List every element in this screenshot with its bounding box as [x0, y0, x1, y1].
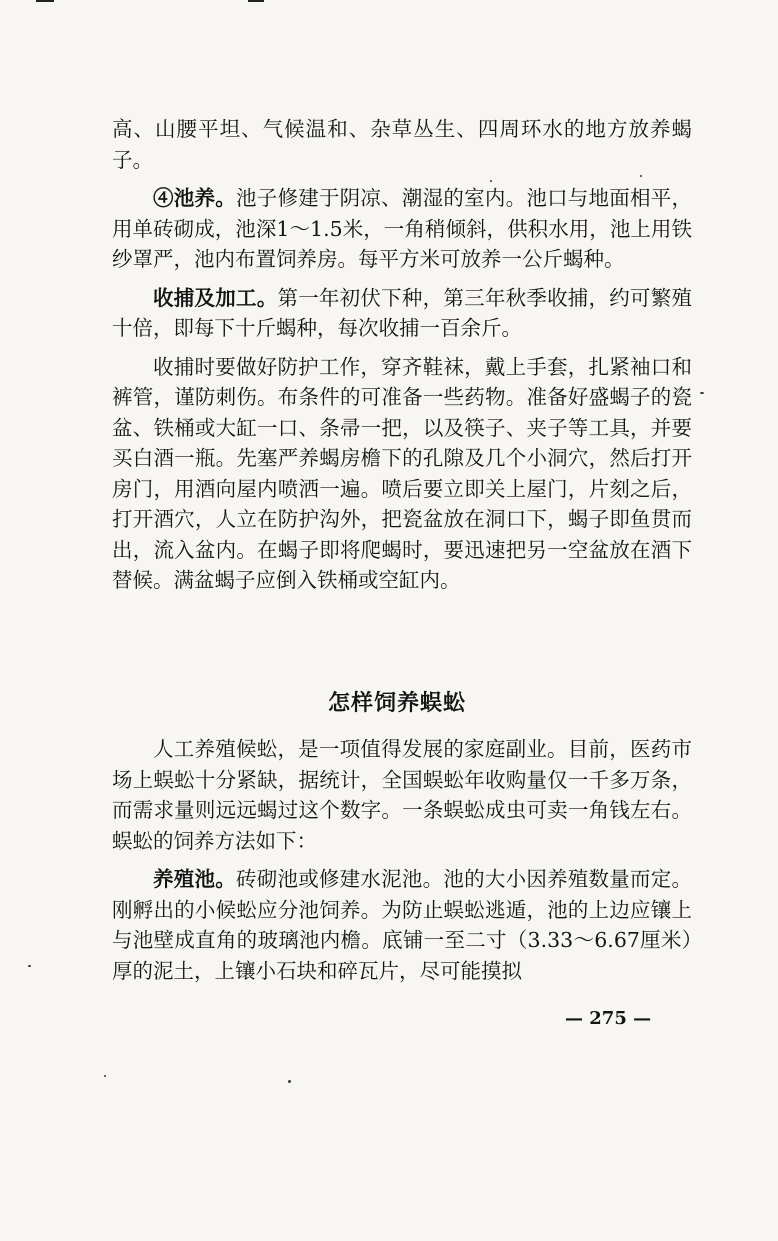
section-title: 怎样饲养蜈蚣 [327, 691, 466, 716]
paragraph-text: 高、山腰平坦、气候温和、杂草丛生、四周环水的地方放养蝎子。 [112, 117, 692, 172]
paragraph-text: 人工养殖候蚣，是一项值得发展的家庭副业。目前，医药市场上蜈蚣十分紧缺，据统计，全国蜈蚣年收购量仅一千多万条，而需求量则远远蝎过这个数字。一条蜈蚣成虫可卖一角钱左右。蜈蚣的饲养方法如下： [112, 737, 692, 853]
page-number: — 275 — [565, 1008, 652, 1029]
paragraph-lead: 收捕及加工。 [153, 285, 278, 310]
paragraph-text: 收捕时要做好防护工作，穿齐鞋袜，戴上手套，扎紧袖口和裤管，谨防刺伤。布条件的可准备一些药物。准备好盛蝎子的瓷盆、铁桶或大缸一口、条帚一把，以及筷子、夹子等工具，并要买白酒一瓶。先塞严养蝎房檐下的孔隙及几个小洞穴，然后打开房门，用酒向屋内喷洒一遍。喷后要立即关上屋门，片刻之后，打开酒穴，人立在防护沟外，把瓷盆放在洞口下，蝎子即鱼贯而出，流入盆内。在蝎子即将爬蝎时，要迅速把另一空盆放在酒下替候。满盆蝎子应倒入铁桶或空缸内。 [112, 354, 692, 592]
paragraph-habitat [112, 114, 692, 175]
scan-speck [640, 175, 642, 177]
scan-speck [490, 180, 492, 182]
paragraph-breeding-pond [112, 864, 692, 986]
paragraph-lead: 养殖池。 [153, 867, 236, 891]
paragraph-text: 第一年初伏下种，第三年秋季收捕，约可繁殖十倍，即每下十斤蝎种，每次收捕一百余斤。 [112, 285, 693, 340]
scan-speck [104, 1075, 106, 1077]
paragraph-pond-raising [112, 183, 692, 275]
scan-speck [288, 1080, 291, 1083]
lower-text-block [112, 734, 692, 986]
scan-speck [700, 392, 704, 394]
paragraph-text: 池子修建于阴凉、潮湿的室内。池口与地面相平，用单砖砌成，池深1～1.5米，一角稍倾斜，供积水用，池上用铁纱罩严，池内布置饲养房。每平方米可放养一公斤蝎种。 [112, 186, 693, 271]
paragraph-lead: ④池养。 [153, 186, 236, 210]
paragraph-centipede-intro [112, 734, 692, 856]
upper-text-block [112, 114, 692, 596]
scan-speck [28, 965, 31, 967]
paragraph-harvest [112, 283, 692, 344]
paragraph-harvest-procedure [112, 352, 692, 596]
scan-mark [36, 0, 54, 2]
paragraph-text: 砖砌池或修建水泥池。池的大小因养殖数量而定。刚孵出的小候蚣应分池饲养。为防止蜈蚣逃遁，池的上边应镶上与池壁成直角的玻璃池内檐。底铺一至二寸（3.33～6.67厘米）厚的泥土，上镶小石块和碎瓦片，尽可能摸拟 [112, 867, 693, 983]
scan-mark [248, 0, 264, 2]
